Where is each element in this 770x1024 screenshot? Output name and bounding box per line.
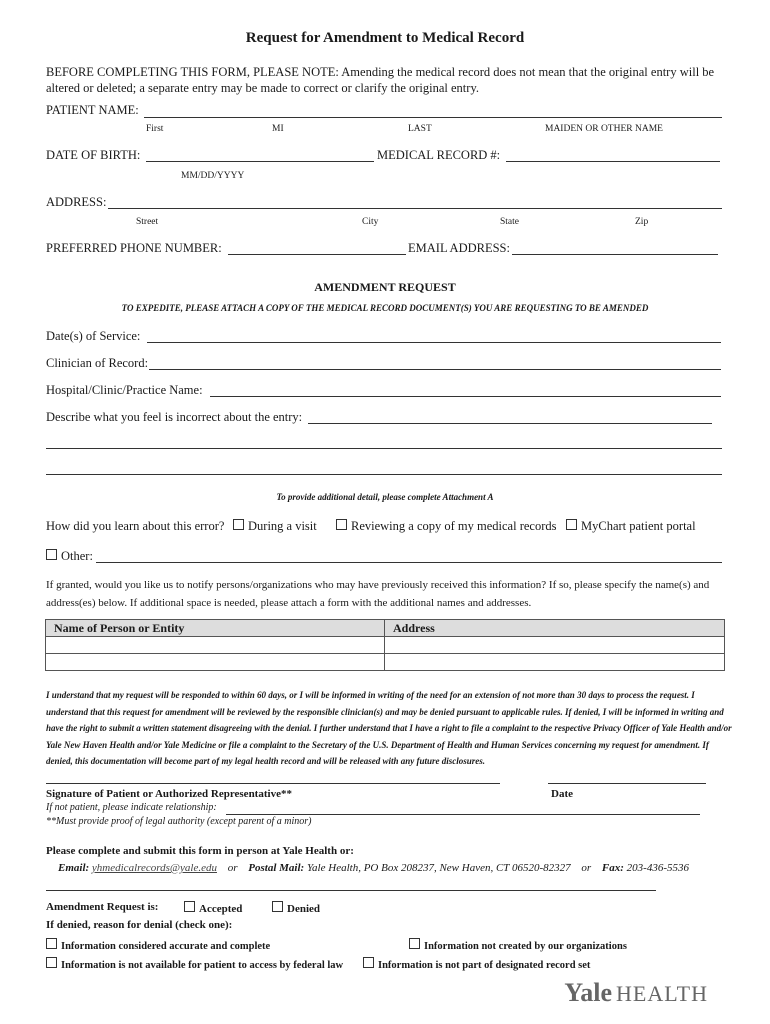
postal-label: Postal Mail: — [248, 862, 305, 874]
col-name-header: Name of Person or Entity — [46, 620, 385, 637]
name-cell[interactable] — [46, 654, 385, 671]
checkbox-icon[interactable] — [233, 519, 244, 530]
mi-caption: MI — [272, 124, 284, 134]
status-label: Amendment Request is: — [46, 901, 159, 913]
proof-note: **Must provide proof of legal authority (except parent of a minor) — [46, 816, 312, 827]
patient-name-label: PATIENT NAME: — [46, 103, 139, 117]
first-name-caption: First — [146, 124, 164, 134]
option-during-visit[interactable]: During a visit — [233, 519, 317, 534]
city-caption: City — [362, 217, 379, 227]
name-cell[interactable] — [46, 637, 385, 654]
date-label: Date — [551, 788, 573, 800]
last-name-caption: LAST — [408, 124, 432, 134]
notify-table — [45, 619, 725, 671]
checkbox-icon[interactable] — [46, 938, 57, 949]
reason-accurate[interactable]: Information considered accurate and complete — [46, 938, 270, 952]
postal-address: Yale Health, PO Box 208237, New Haven, CT 06520-82327 — [306, 862, 571, 874]
describe-line-3[interactable] — [46, 474, 722, 475]
clinician-label: Clinician of Record: — [46, 356, 149, 370]
dob-label: DATE OF BIRTH: — [46, 148, 141, 162]
logo-yale: Yale — [564, 978, 613, 1007]
signature-label: Signature of Patient or Authorized Representative** — [46, 788, 292, 800]
mrn-label: MEDICAL RECORD #: — [377, 148, 501, 162]
reason-federal-law[interactable]: Information is not available for patient to access by federal law — [46, 957, 343, 971]
fax-label: Fax: — [601, 862, 624, 874]
checkbox-icon[interactable] — [363, 957, 374, 968]
mrn-field[interactable] — [506, 161, 720, 162]
notify-text: If granted, would you like us to notify persons/organizations who may have previously received this information? If so, please specify the name(s) and address(es) below. If additional space is needed, please attach a form with the additional names and addresses. — [46, 579, 710, 609]
fax-number: 203-436-5536 — [626, 862, 689, 874]
option-other[interactable]: Other: — [46, 549, 93, 564]
describe-field[interactable] — [308, 423, 712, 424]
checkbox-icon[interactable] — [46, 549, 57, 560]
email-label: EMAIL ADDRESS: — [408, 241, 510, 255]
reason-not-created[interactable]: Information not created by our organizations — [409, 938, 627, 952]
hospital-field[interactable] — [210, 396, 721, 397]
zip-caption: Zip — [635, 217, 649, 227]
phone-label: PREFERRED PHONE NUMBER: — [46, 241, 222, 255]
reason-not-record-set[interactable]: Information is not part of designated record set — [363, 957, 590, 971]
submit-heading: Please complete and submit this form in person at Yale Health or: — [46, 845, 354, 857]
office-use-divider — [46, 890, 656, 891]
table-row — [46, 654, 725, 671]
learn-label: How did you learn about this error? — [46, 519, 225, 533]
signature-field[interactable] — [46, 783, 500, 784]
checkbox-icon[interactable] — [336, 519, 347, 530]
form-note: BEFORE COMPLETING THIS FORM, PLEASE NOTE: Amending the medical record does not mean that the original entry will be altered or deleted; a separate entry may be made to correct or clarify the original entry. — [46, 65, 715, 95]
date-field[interactable] — [548, 783, 706, 784]
expedite-note: TO EXPEDITE, PLEASE ATTACH A COPY OF THE MEDICAL RECORD DOCUMENT(S) YOU ARE REQUESTING TO BE AMENDED — [121, 303, 649, 313]
option-mychart[interactable]: MyChart patient portal — [566, 519, 696, 534]
status-accepted[interactable]: Accepted — [184, 901, 242, 915]
dates-of-service-field[interactable] — [147, 342, 721, 343]
checkbox-icon[interactable] — [46, 957, 57, 968]
address-field[interactable] — [108, 208, 722, 209]
patient-name-field[interactable] — [144, 117, 722, 118]
address-cell[interactable] — [385, 654, 725, 671]
checkbox-icon[interactable] — [566, 519, 577, 530]
submit-email-link[interactable]: yhmedicalrecords@yale.edu — [91, 862, 217, 874]
checkbox-icon[interactable] — [184, 901, 195, 912]
or-text: or — [581, 862, 592, 874]
clinician-field[interactable] — [149, 369, 721, 370]
denial-reason-label: If denied, reason for denial (check one): — [46, 919, 233, 931]
attachment-note: To provide additional detail, please complete Attachment A — [276, 492, 494, 502]
dob-field[interactable] — [146, 161, 374, 162]
form-title: Request for Amendment to Medical Record — [245, 30, 525, 46]
checkbox-icon[interactable] — [272, 901, 283, 912]
state-caption: State — [500, 217, 519, 227]
logo-health: HEALTH — [616, 981, 708, 1006]
table-row — [46, 637, 725, 654]
legal-statement: I understand that my request will be responded to within 60 days, or I will be informed in writing of the need for an extension of not more than 30 days to process the request. I understand that this request for amendment will be reviewed by the responsible clinician(s) and may be denied pursuant to applicable rules. If denied, I will be informed in writing and have the right to submit a written statement disagreeing with the denial. I further understand that I have a right to file a complaint to the respective Privacy Officer of Yale Health and/or Yale New Haven Health and/or Yale Medicine or file a complaint to the Secretary of the U.S. Department of Health and Human Services concerning my request for amendment. If denied, this documentation will become part of my legal health record and will be released with any future disclosures. — [46, 690, 732, 766]
yale-health-logo — [564, 978, 708, 1008]
hospital-label: Hospital/Clinic/Practice Name: — [46, 383, 203, 397]
option-reviewing-records[interactable]: Reviewing a copy of my medical records — [336, 519, 557, 534]
amendment-heading: AMENDMENT REQUEST — [314, 280, 456, 294]
street-caption: Street — [136, 217, 159, 227]
maiden-name-caption: MAIDEN OR OTHER NAME — [545, 124, 663, 134]
address-label: ADDRESS: — [46, 195, 107, 209]
describe-label: Describe what you feel is incorrect about the entry: — [46, 410, 303, 424]
dob-format-caption: MM/DD/YYYY — [181, 171, 245, 181]
dates-of-service-label: Date(s) of Service: — [46, 329, 141, 343]
relationship-label: If not patient, please indicate relationship: — [46, 802, 217, 813]
submit-methods — [58, 862, 689, 874]
other-field[interactable] — [96, 562, 722, 563]
phone-field[interactable] — [228, 254, 406, 255]
relationship-field[interactable] — [226, 814, 700, 815]
checkbox-icon[interactable] — [409, 938, 420, 949]
email-field[interactable] — [512, 254, 718, 255]
submit-email-label: Email: — [58, 862, 90, 874]
or-text: or — [227, 862, 238, 874]
col-address-header: Address — [385, 620, 725, 637]
address-cell[interactable] — [385, 637, 725, 654]
status-denied[interactable]: Denied — [272, 901, 320, 915]
describe-line-2[interactable] — [46, 448, 722, 449]
